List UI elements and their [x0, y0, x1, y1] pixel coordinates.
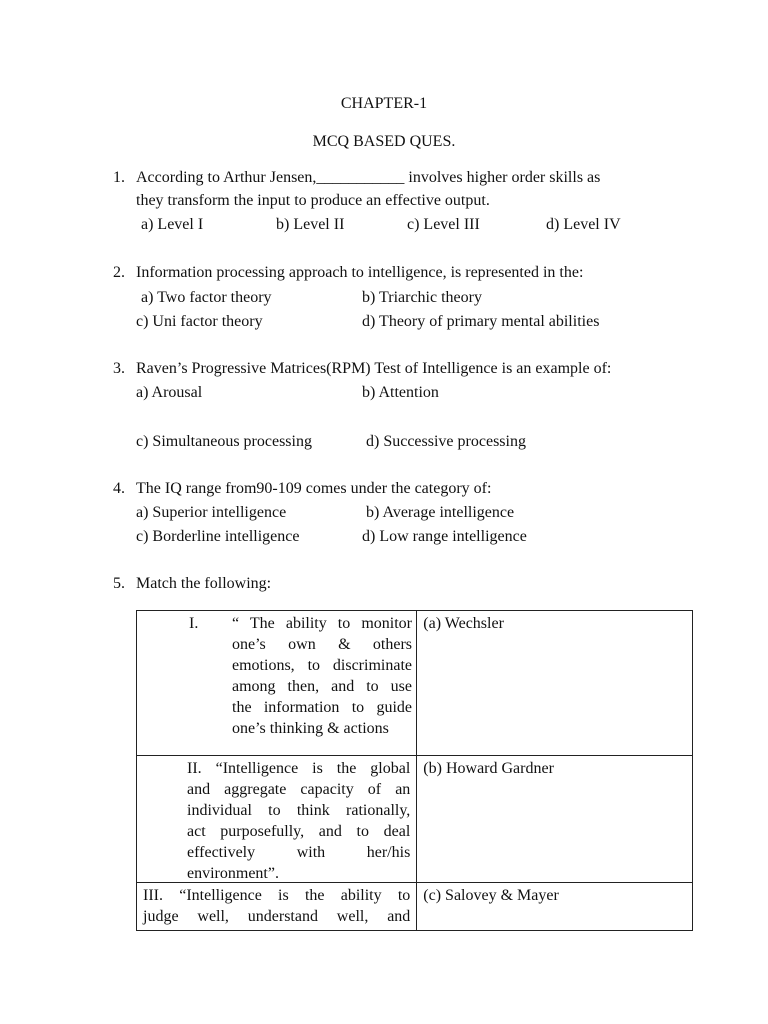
table-row — [137, 756, 693, 883]
statement-line: II. “Intelligence is the global — [187, 760, 411, 777]
option-b: b) Level II — [276, 216, 345, 233]
option-c: c) Simultaneous processing — [136, 433, 312, 450]
question-text-cont: they transform the input to produce an effective output. — [136, 192, 490, 209]
statement-line: judge well, understand well, and — [143, 908, 411, 925]
statement-line: act purposefully, and to deal — [187, 823, 411, 840]
option-c: c) Level III — [407, 216, 480, 233]
match-table — [136, 610, 693, 931]
statement-line: among then, and to use — [232, 678, 412, 695]
option-b: b) Attention — [362, 384, 439, 401]
table-cell-answer: (b) Howard Gardner — [417, 756, 693, 883]
option-d: d) Theory of primary mental abilities — [362, 313, 600, 330]
option-a: a) Level I — [141, 216, 204, 233]
question-number: 5. — [113, 575, 125, 592]
question-text: Match the following: — [136, 575, 272, 592]
option-d: d) Low range intelligence — [362, 528, 527, 545]
question-number: 2. — [113, 264, 125, 281]
option-a: a) Arousal — [136, 384, 203, 401]
question-text: The IQ range from90-109 comes under the category of: — [136, 480, 492, 497]
chapter-title: CHAPTER-1 — [340, 95, 428, 112]
option-c: c) Borderline intelligence — [136, 528, 300, 545]
option-d: d) Successive processing — [366, 433, 526, 450]
table-cell-statement — [137, 611, 417, 756]
option-b: b) Triarchic theory — [362, 289, 482, 306]
table-row — [137, 611, 693, 756]
statement-line: environment”. — [187, 865, 279, 882]
option-b: b) Average intelligence — [366, 504, 515, 521]
option-a: a) Superior intelligence — [136, 504, 287, 521]
table-cell-statement — [137, 883, 417, 931]
statement-line: emotions, to discriminate — [232, 657, 412, 674]
table-cell-answer: (a) Wechsler — [417, 611, 693, 756]
statement-line: the information to guide — [232, 699, 412, 716]
question-number: 1. — [113, 169, 125, 186]
question-number: 4. — [113, 480, 125, 497]
table-cell-answer: (c) Salovey & Mayer — [417, 883, 693, 931]
question-number: 3. — [113, 360, 125, 377]
question-text: According to Arthur Jensen,___________ involves higher order skills as — [136, 169, 601, 186]
statement-line: effectively with her/his — [187, 844, 411, 861]
statement-line: individual to think rationally, — [187, 802, 411, 819]
table-cell-statement — [137, 756, 417, 883]
roman-numeral: I. — [189, 615, 199, 632]
statement-line: one’s own & others — [232, 636, 412, 653]
statement-line: and aggregate capacity of an — [187, 781, 411, 798]
section-title: MCQ BASED QUES. — [312, 133, 456, 150]
statement-line: “ The ability to monitor — [232, 615, 412, 632]
option-d: d) Level IV — [546, 216, 621, 233]
statement-line: III. “Intelligence is the ability to — [143, 887, 411, 904]
question-text: Information processing approach to intelligence, is represented in the: — [136, 264, 584, 281]
option-c: c) Uni factor theory — [136, 313, 263, 330]
table-row — [137, 883, 693, 931]
question-text: Raven’s Progressive Matrices(RPM) Test of Intelligence is an example of: — [136, 360, 612, 377]
option-a: a) Two factor theory — [141, 289, 272, 306]
statement-line: one’s thinking & actions — [232, 720, 389, 737]
